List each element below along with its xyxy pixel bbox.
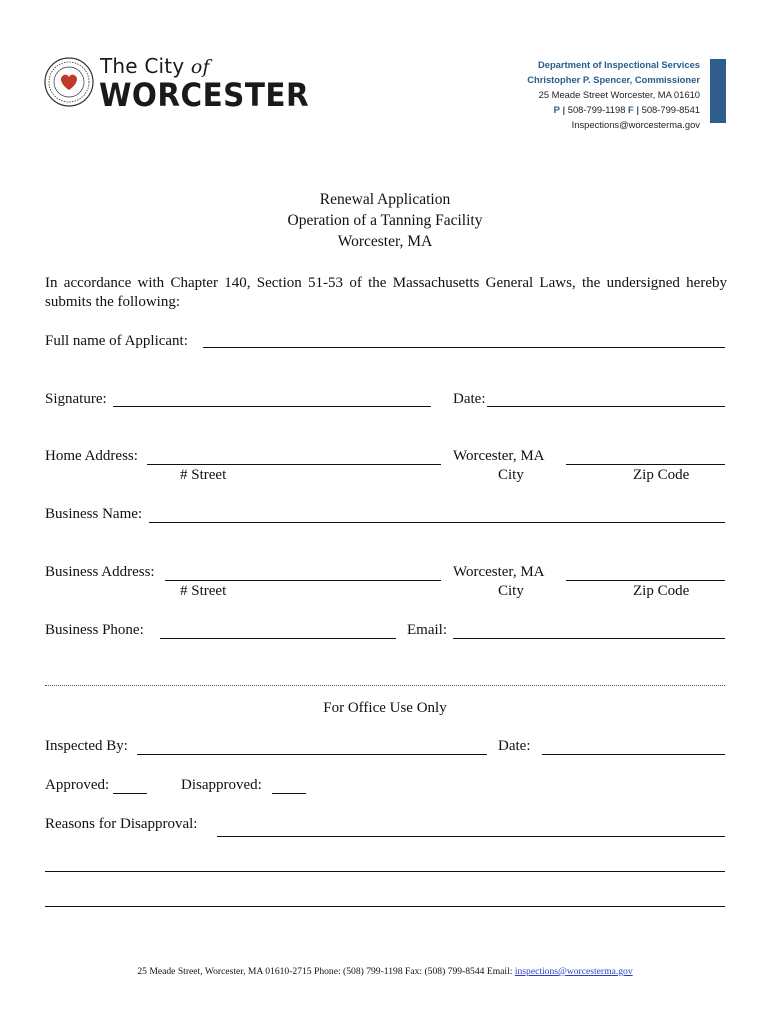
business-name-field[interactable] bbox=[149, 522, 725, 523]
full-name-label: Full name of Applicant: bbox=[45, 333, 188, 349]
intro-paragraph: In accordance with Chapter 140, Section 51-53 of the Massachusetts General Laws, the undersigned hereby submits the following: bbox=[45, 275, 727, 310]
department-address: 25 Meade Street Worcester, MA 01610 bbox=[538, 89, 700, 100]
email-field[interactable] bbox=[453, 638, 725, 639]
signature-label: Signature: bbox=[45, 391, 107, 407]
department-email[interactable]: Inspections@worcesterma.gov bbox=[571, 119, 700, 130]
home-city-value: Worcester, MA bbox=[453, 448, 545, 464]
form-title: Renewal Application bbox=[319, 191, 451, 208]
home-city-hint: City bbox=[498, 467, 524, 483]
logo-prefix: The City bbox=[100, 54, 185, 78]
signature-field[interactable] bbox=[113, 406, 431, 407]
fax-number: 508-799-8541 bbox=[641, 104, 700, 115]
department-phone-fax: P | 508-799-1198 F | 508-799-8541 bbox=[553, 104, 700, 115]
reasons-field-line-2[interactable] bbox=[45, 871, 725, 872]
fax-label: F bbox=[628, 104, 634, 115]
footer-text: 25 Meade Street, Worcester, MA 01610-2715 Phone: (508) 799-1198 Fax: (508) 799-8544 Email: bbox=[137, 966, 513, 977]
email-label: Email: bbox=[407, 622, 447, 638]
logo-text-top bbox=[100, 54, 210, 78]
reasons-label: Reasons for Disapproval: bbox=[45, 816, 198, 832]
business-phone-label: Business Phone: bbox=[45, 622, 144, 638]
business-address-street-field[interactable] bbox=[165, 580, 441, 581]
full-name-field[interactable] bbox=[203, 347, 725, 348]
home-zip-field[interactable] bbox=[566, 464, 725, 465]
approved-label: Approved: bbox=[45, 777, 110, 793]
department-contact-block bbox=[527, 57, 700, 132]
business-name-label: Business Name: bbox=[45, 506, 143, 522]
commissioner-name: Christopher P. Spencer, Commissioner bbox=[527, 74, 700, 85]
footer-email-link[interactable]: inspections@worcesterma.gov bbox=[514, 966, 633, 977]
disapproved-label: Disapproved: bbox=[181, 777, 262, 793]
business-city-value: Worcester, MA bbox=[453, 564, 545, 580]
inspected-by-field[interactable] bbox=[137, 754, 487, 755]
logo-of: of bbox=[190, 56, 210, 78]
logo-city: WORCESTER bbox=[99, 76, 310, 114]
business-zip-field[interactable] bbox=[566, 580, 725, 581]
business-phone-field[interactable] bbox=[160, 638, 396, 639]
home-zip-hint: Zip Code bbox=[633, 467, 690, 483]
business-city-hint: City bbox=[498, 583, 524, 599]
date-field[interactable] bbox=[487, 406, 725, 407]
office-use-heading: For Office Use Only bbox=[323, 700, 447, 716]
inspected-by-label: Inspected By: bbox=[45, 738, 128, 754]
reasons-field-line-3[interactable] bbox=[45, 906, 725, 907]
home-street-hint: # Street bbox=[180, 467, 227, 483]
city-seal-icon bbox=[44, 57, 94, 107]
form-subtitle: Operation of a Tanning Facility bbox=[287, 212, 483, 229]
office-date-field[interactable] bbox=[542, 754, 725, 755]
home-address-street-field[interactable] bbox=[147, 464, 441, 465]
approved-field[interactable] bbox=[113, 793, 147, 794]
reasons-field-line-1[interactable] bbox=[217, 836, 725, 837]
business-address-label: Business Address: bbox=[45, 564, 155, 580]
form-location: Worcester, MA bbox=[337, 233, 433, 250]
disapproved-field[interactable] bbox=[272, 793, 306, 794]
home-address-label: Home Address: bbox=[45, 448, 138, 464]
business-street-hint: # Street bbox=[180, 583, 227, 599]
phone-label: P bbox=[553, 104, 560, 115]
date-label: Date: bbox=[453, 391, 486, 407]
office-use-divider bbox=[45, 685, 725, 686]
office-date-label: Date: bbox=[498, 738, 531, 754]
department-name: Department of Inspectional Services bbox=[537, 59, 700, 70]
footer-contact bbox=[0, 966, 770, 977]
business-zip-hint: Zip Code bbox=[633, 583, 690, 599]
accent-bar bbox=[710, 59, 726, 123]
phone-number: 508-799-1198 bbox=[567, 104, 626, 115]
